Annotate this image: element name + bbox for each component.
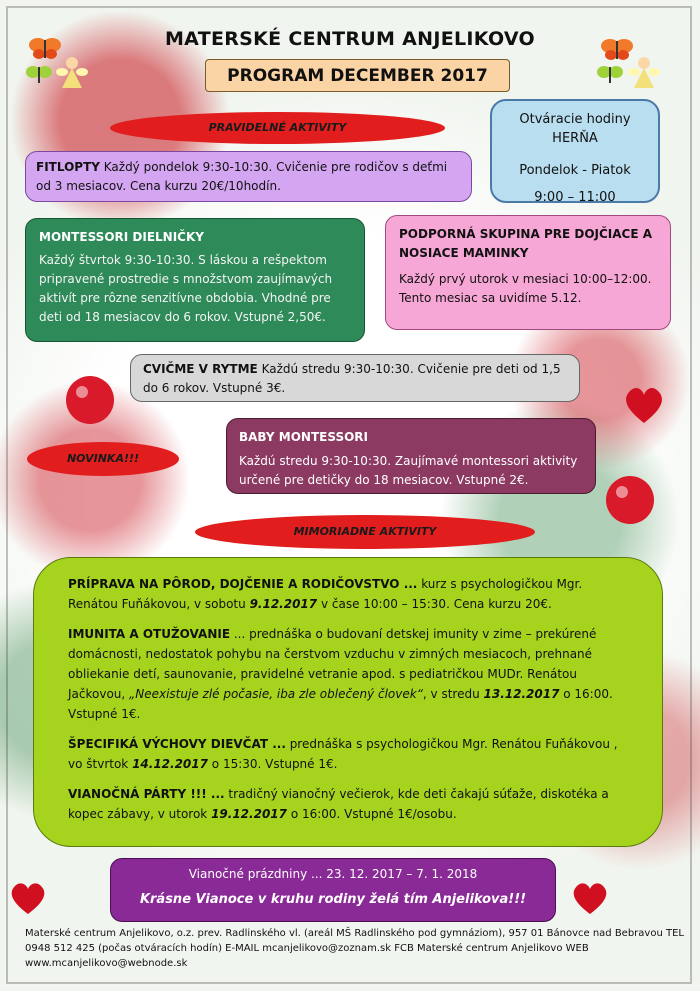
extra-date: 14.12.2017 [132, 757, 208, 771]
extra-title: PRÍPRAVA NA PÔROD, DOJČENIE A RODIČOVSTVO ... [68, 577, 418, 591]
section-regular-activities: PRAVIDELNÉ AKTIVITY [110, 112, 445, 144]
activity-title: MONTESSORI DIELNIČKY [39, 230, 204, 244]
activity-fitlopty [25, 151, 472, 202]
program-banner: PROGRAM DECEMBER 2017 [205, 59, 510, 92]
butterfly-icon [597, 64, 623, 86]
extra-text: prednáška s psychologičkou Mgr. Renátou Fuňákovou , vo štvrtok [68, 737, 618, 771]
activity-text: Každý pondelok 9:30-10:30. Cvičenie pre rodičov s deťmi od 3 mesiacov. Cena kurzu 20€/10hodín. [36, 160, 448, 193]
extra-date: 13.12.2017 [483, 687, 560, 701]
extra-item-imunita [68, 624, 628, 724]
extra-title: IMUNITA A OTUŽOVANIE [68, 627, 231, 641]
extra-quote: „Neexistuje zlé počasie, iba zle oblečený človek“ [129, 687, 423, 701]
activity-support-group [385, 215, 671, 330]
opening-hours-days: Pondelok - Piatok [519, 163, 631, 178]
extra-item-specifika [68, 734, 628, 774]
footer-contact: Materské centrum Anjelikovo, o.z. prev. Radlinského vl. (areál MŠ Radlinského pod gymnáziom), 957 01 Bánovce nad Bebravou TEL 0948 512 425 (počas otváracích hodín) E-MAIL mcanjelikovo@zoznam.sk FCB Materské centrum Anjelikovo WEB www.mcanjelikovo@webnode.sk [25, 928, 684, 969]
holiday-dates: Vianočné prázdniny ... 23. 12. 2017 – 7. 1. 2018 [188, 867, 478, 881]
heart-icon [570, 880, 610, 916]
opening-hours-title: Otváracie hodiny [519, 112, 631, 127]
ornament-icon [60, 370, 120, 430]
extra-item-party [68, 784, 628, 824]
extra-title: VIANOČNÁ PÁRTY !!! ... [68, 787, 225, 801]
opening-hours-place: HERŇA [552, 131, 598, 146]
butterfly-icon [26, 64, 52, 86]
holiday-box [110, 858, 556, 922]
extra-text: tradičný vianočný večierok, kde deti čakajú súťaže, diskotéka a kopec zábavy, v utorok [68, 787, 609, 821]
extra-text: o 16:00. Vstupné 1€. [68, 687, 613, 721]
activity-title: PODPORNÁ SKUPINA PRE DOJČIACE A NOSIACE MAMINKY [399, 227, 653, 260]
activity-title: CVIČME V RYTME [143, 362, 258, 376]
extra-text: o 15:30. Vstupné 1€. [207, 757, 338, 771]
extra-title: ŠPECIFIKÁ VÝCHOVY DIEVČAT ... [68, 737, 286, 751]
activity-text: Každý prvý utorok v mesiaci 10:00–12:00. Tento mesiac sa uvidíme 5.12. [399, 272, 652, 305]
activity-text: Každú stredu 9:30-10:30. Zaujímavé montessori aktivity určené pre detičky do 18 mesiacov. Vstupné 2€. [239, 454, 578, 487]
heart-icon [8, 880, 48, 916]
activity-text: Každú stredu 9:30-10:30. Cvičenie pre deti od 1,5 do 6 rokov. Vstupné 3€. [143, 362, 561, 395]
activity-title: FITLOPTY [36, 160, 100, 174]
extra-text: kurz s psychologičkou Mgr. Renátou Fuňákovou, v sobotu [68, 577, 583, 611]
extra-text: , v stredu [422, 687, 484, 701]
page-title: MATERSKÉ CENTRUM ANJELIKOVO [164, 28, 536, 50]
angel-icon [628, 54, 660, 90]
extra-text: v čase 10:00 – 15:30. Cena kurzu 20€. [317, 597, 552, 611]
section-new: NOVINKA!!! [27, 442, 179, 476]
opening-hours-box [490, 99, 660, 203]
angel-icon [56, 54, 88, 90]
ornament-icon [600, 470, 660, 530]
activity-montessori [25, 218, 365, 342]
extra-date: 19.12.2017 [211, 807, 287, 821]
activity-cvicme [130, 354, 580, 402]
extra-item-priprava [68, 574, 628, 614]
extra-text: o 16:00. Vstupné 1€/osobu. [287, 807, 457, 821]
opening-hours-time: 9:00 – 11:00 [534, 190, 616, 205]
section-extra-activities: MIMORIADNE AKTIVITY [195, 515, 535, 549]
activity-baby-montessori [226, 418, 596, 494]
extra-activities-box [33, 557, 663, 847]
extra-date: 9.12.2017 [249, 597, 318, 611]
heart-icon [622, 385, 666, 425]
activity-text: Každý štvrtok 9:30-10:30. S láskou a rešpektom pripravené prostredie s množstvom zaujímavých aktivít pre rôzne senzitívne obdobia. Vhodné pre deti od 18 mesiacov do 6 rokov. Vstupné 2,50€. [39, 253, 333, 324]
extra-text: ... prednáška o budovaní detskej imunity v zime – prekúrené domácnosti, nedostatok pohybu na čerstvom vzduchu v zimných mesiacoch, prehnané obliekanie detí, saunovanie, pravidelné vetranie apod. s pediatričkou MUDr. Renátou Jačkovou, [68, 627, 597, 701]
holiday-wish: Krásne Vianoce v kruhu rodiny želá tím Anjelikova!!! [139, 892, 527, 907]
activity-title: BABY MONTESSORI [239, 430, 369, 444]
